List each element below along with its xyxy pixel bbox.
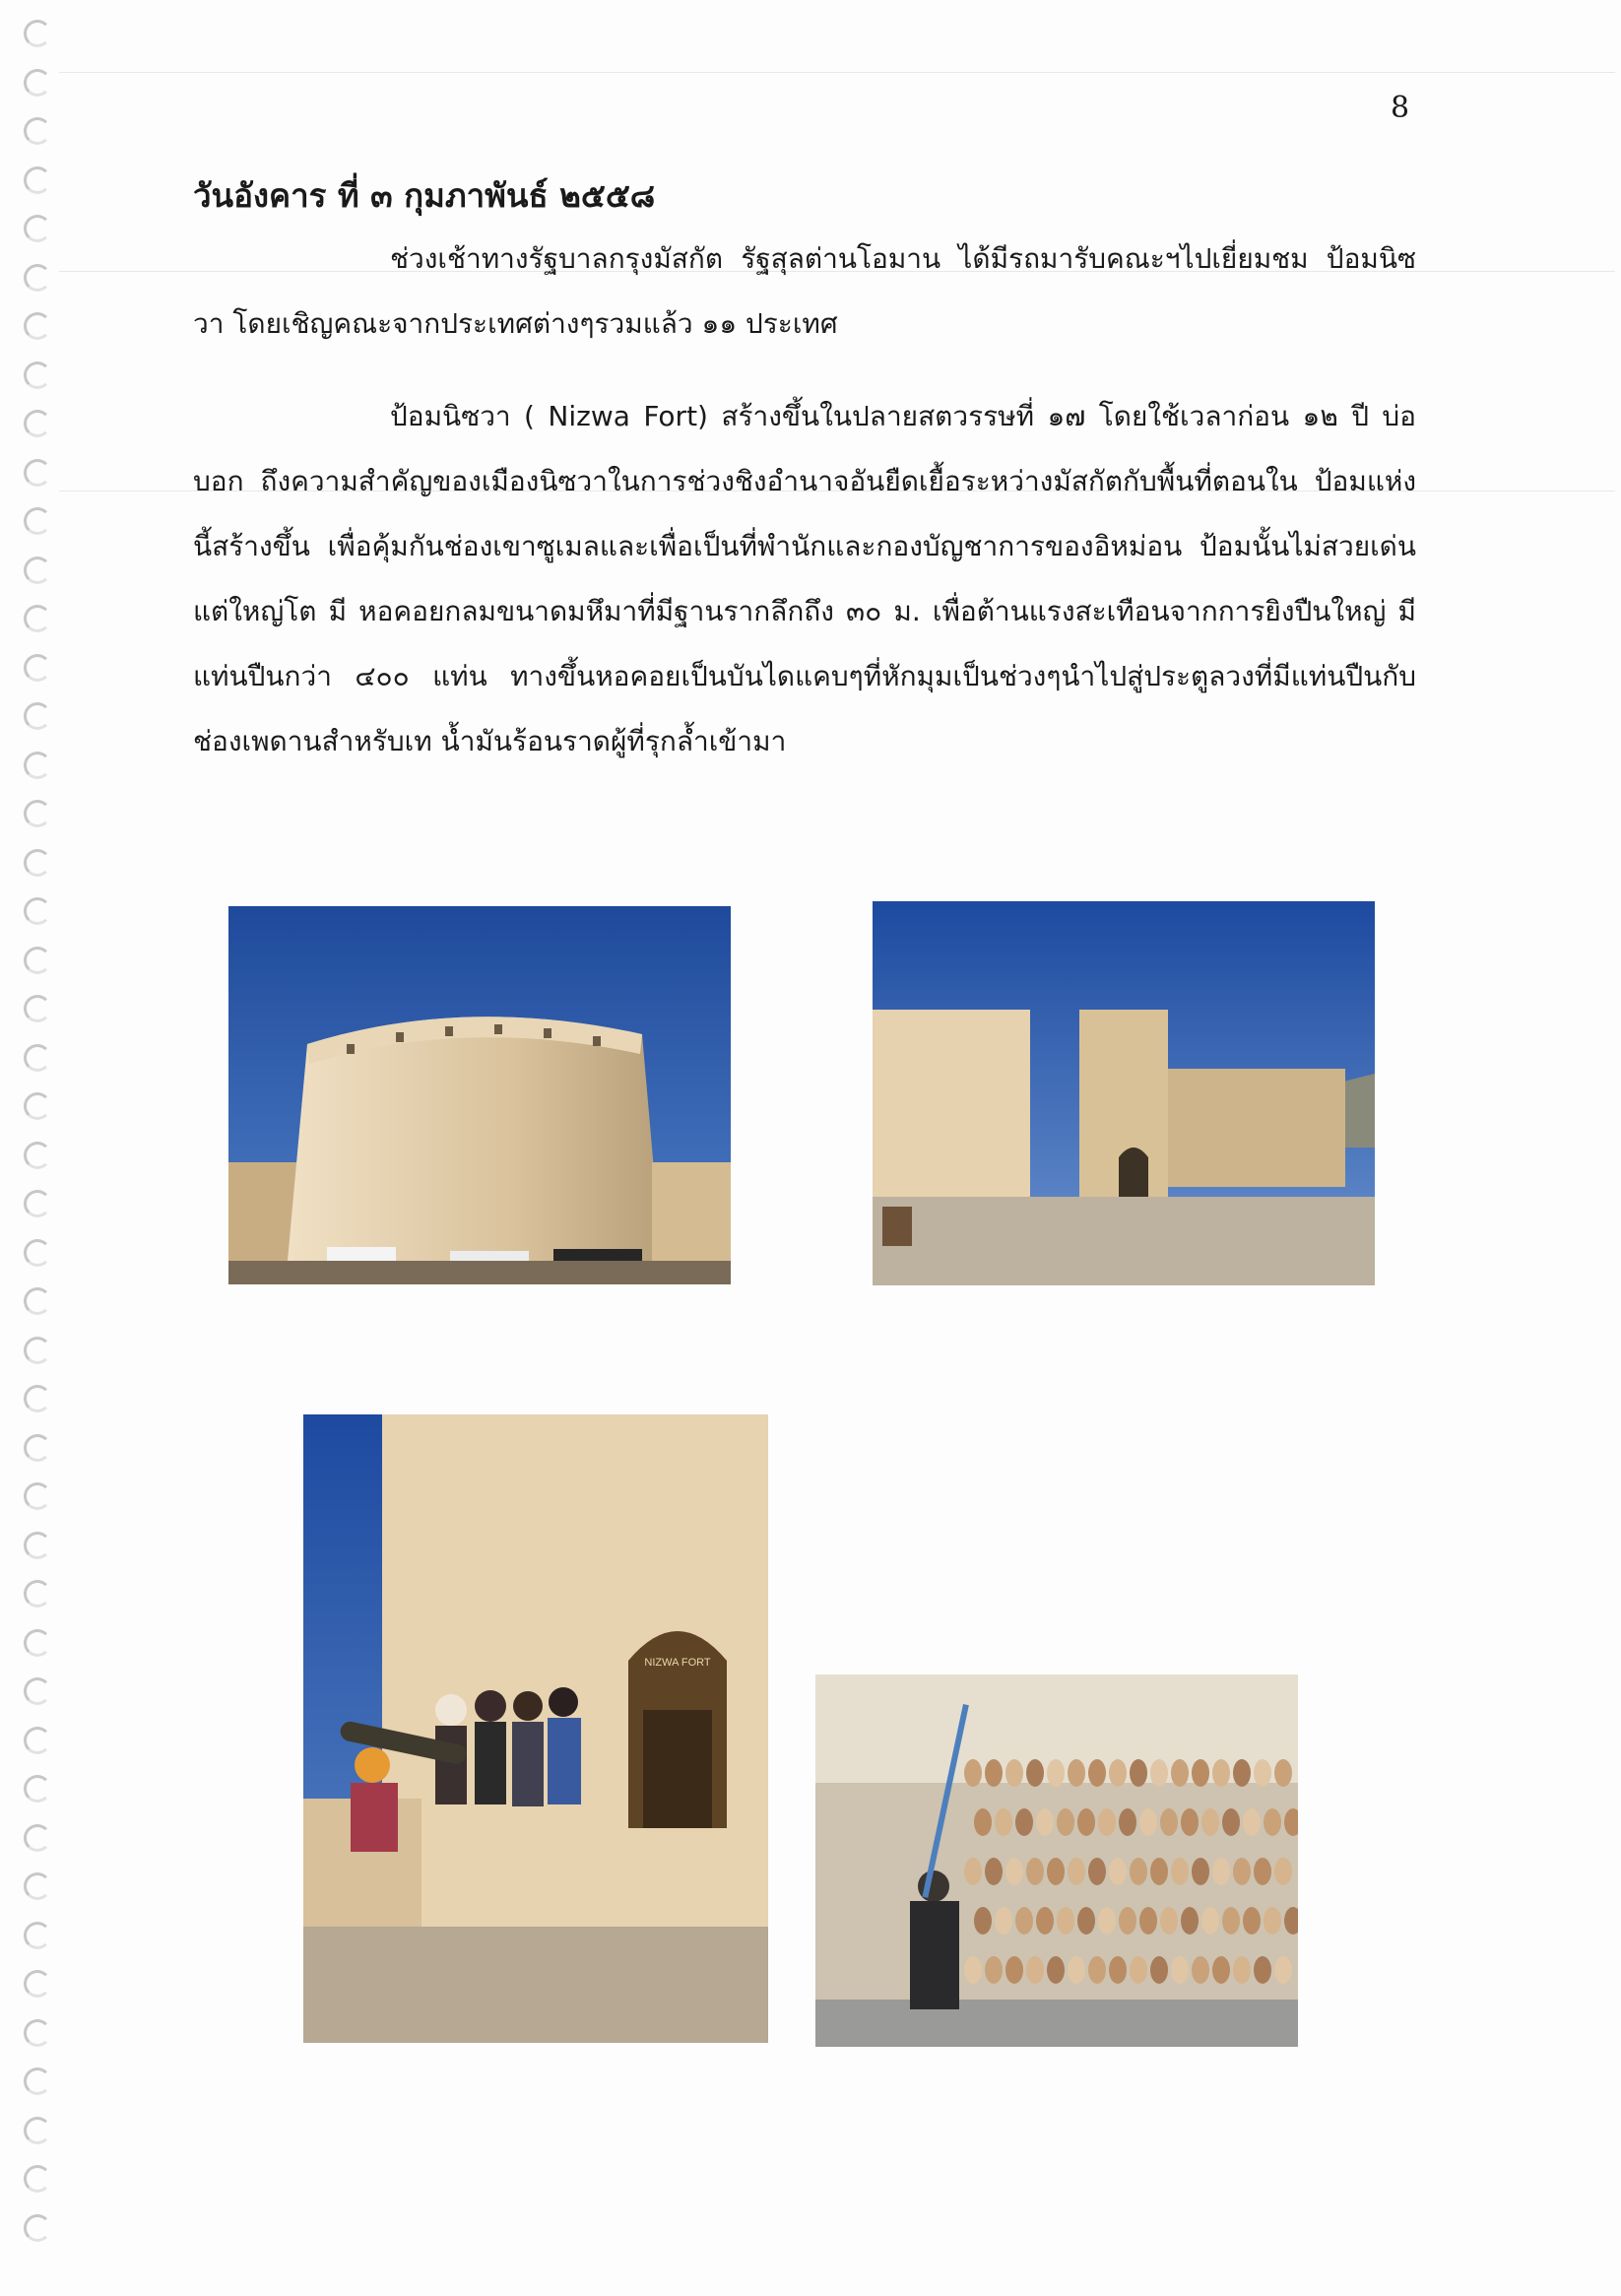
pottery-jar xyxy=(1088,1956,1106,1984)
pottery-jar xyxy=(1139,1808,1157,1836)
binding-ring xyxy=(24,702,51,730)
pottery-jar xyxy=(1036,1808,1054,1836)
binding-ring xyxy=(24,849,51,877)
binding-ring xyxy=(24,897,51,925)
pottery-jar xyxy=(1047,1858,1065,1885)
binding-ring xyxy=(24,1287,51,1315)
pottery-jar xyxy=(1026,1858,1044,1885)
binding-ring xyxy=(24,1677,51,1705)
paragraph-1 xyxy=(193,227,1416,357)
pottery-jar xyxy=(1233,1956,1251,1984)
binding-ring xyxy=(24,361,51,389)
photo-pottery-market xyxy=(815,1674,1298,2047)
pottery-jar xyxy=(1036,1907,1054,1935)
binding-ring xyxy=(24,1385,51,1412)
binding-ring xyxy=(24,752,51,779)
pottery-jar xyxy=(1243,1808,1261,1836)
fort-sign: NIZWA FORT xyxy=(644,1657,711,1669)
pottery-jar xyxy=(1068,1759,1085,1787)
pottery-jar xyxy=(1130,1858,1147,1885)
binding-ring xyxy=(24,654,51,682)
pottery-jar xyxy=(1264,1808,1281,1836)
pottery-jar xyxy=(1274,1759,1292,1787)
binding-ring xyxy=(24,1142,51,1169)
binding-ring xyxy=(24,20,51,47)
pottery-jar xyxy=(1233,1858,1251,1885)
pottery-jar xyxy=(1201,1808,1219,1836)
binding-ring xyxy=(24,1872,51,1900)
pottery-jar xyxy=(1264,1907,1281,1935)
binding-ring xyxy=(24,1629,51,1657)
pottery-jar xyxy=(1222,1808,1240,1836)
pottery-jar xyxy=(1047,1956,1065,1984)
pottery-jar xyxy=(1119,1808,1136,1836)
page-number: 8 xyxy=(1391,91,1410,125)
pottery-jar xyxy=(1150,1759,1168,1787)
binding-ring xyxy=(24,1532,51,1559)
binding-ring xyxy=(24,2019,51,2047)
pottery-jar xyxy=(1171,1759,1189,1787)
binding-ring xyxy=(24,1044,51,1072)
binding-ring xyxy=(24,1190,51,1217)
pottery-jar xyxy=(1068,1956,1085,1984)
binding-ring xyxy=(24,69,51,97)
binding-ring xyxy=(24,605,51,632)
pottery-jar xyxy=(1015,1907,1033,1935)
pottery-jar xyxy=(1057,1907,1074,1935)
pottery-jar xyxy=(1160,1907,1178,1935)
binding-ring xyxy=(24,1775,51,1803)
pottery-jar xyxy=(1192,1956,1209,1984)
pottery-jar xyxy=(1171,1956,1189,1984)
binding-ring xyxy=(24,2117,51,2144)
pottery-jar xyxy=(1181,1907,1199,1935)
paragraph-2-text: ป้อมนิซวา ( Nizwa Fort) สร้างขึ้นในปลายสตวรรษที่ ๑๗ โดยใช้เวลาก่อน ๑๒ ปี บ่อบอก ถึงความสำคัญของเมืองนิซวาในการช่วงชิงอำนาจอันยืดเยื้อระหว่างมัสกัตกับพื้นที่ตอนใน ป้อมแห่งนี้สร้างขึ้น เพื่อคุ้มกันช่องเขาซูเมลและเพื่อเป็นที่พำนักและกองบัญชาการของอิหม่อน ป้อมนั้นไม่สวยเด่นแต่ใหญ่โต มี หอคอยกลมขนาดมหึมาที่มีฐานรากลึกถึง ๓๐ ม. เพื่อต้านแรงสะเทือนจากการยิงปืนใหญ่ มีแท่นปืนกว่า ๔๐๐ แท่น ทางขึ้นหอคอยเป็นบันไดแคบๆที่หักมุมเป็นช่วงๆนำไปสู่ประตูลวงที่มีแท่นปืนกับช่องเพดานสำหรับเท น้ำมันร้อนราดผู้ที่รุกล้ำเข้ามา xyxy=(193,400,1416,757)
binding-ring xyxy=(24,312,51,340)
pottery-jar xyxy=(985,1956,1003,1984)
pottery-jar xyxy=(1192,1858,1209,1885)
pottery-jar xyxy=(1005,1759,1023,1787)
pottery-jar xyxy=(1047,1759,1065,1787)
binding-ring xyxy=(24,1482,51,1510)
pottery-jar xyxy=(1005,1858,1023,1885)
pottery-jar xyxy=(1243,1907,1261,1935)
binding-ring xyxy=(24,117,51,145)
binding-ring xyxy=(24,995,51,1022)
photo-fort-walls xyxy=(873,901,1375,1285)
binding-ring xyxy=(24,557,51,584)
binding-ring xyxy=(24,1727,51,1754)
pottery-jar xyxy=(1150,1858,1168,1885)
scan-line xyxy=(59,72,1615,73)
pottery-jar xyxy=(1160,1808,1178,1836)
pottery-jar xyxy=(1077,1808,1095,1836)
pottery-jar xyxy=(974,1808,992,1836)
pottery-jar xyxy=(1098,1907,1116,1935)
binding-ring xyxy=(24,264,51,292)
pottery-jar xyxy=(1088,1759,1106,1787)
pottery-jar xyxy=(1130,1759,1147,1787)
binding-ring xyxy=(24,947,51,974)
pottery-jar xyxy=(1077,1907,1095,1935)
pottery-jar xyxy=(1254,1956,1271,1984)
pottery-jar xyxy=(1233,1759,1251,1787)
paragraph-1-text: ช่วงเช้าทางรัฐบาลกรุงมัสกัต รัฐสุลต่านโอมาน ได้มีรถมารับคณะฯไปเยี่ยมชม ป้อมนิซวา โดยเชิญคณะจากประเทศต่างๆรวมแล้ว ๑๑ ประเทศ xyxy=(193,242,1416,340)
pottery-jar xyxy=(1274,1956,1292,1984)
binding-ring xyxy=(24,1337,51,1364)
pottery-jar xyxy=(1109,1759,1127,1787)
pottery-jar xyxy=(1181,1808,1199,1836)
pottery-jar xyxy=(995,1907,1012,1935)
binding-ring xyxy=(24,410,51,437)
pottery-jar xyxy=(964,1956,982,1984)
binding-ring xyxy=(24,459,51,487)
pottery-jar xyxy=(964,1858,982,1885)
photo-group-at-gate xyxy=(303,1414,768,2043)
binding-ring xyxy=(24,1970,51,1998)
pottery-jar xyxy=(1119,1907,1136,1935)
spiral-binding xyxy=(14,20,63,2275)
pottery-jar xyxy=(964,1759,982,1787)
pottery-jar xyxy=(1139,1907,1157,1935)
page-heading: วันอังคาร ที่ ๓ กุมภาพันธ์ ๒๕๕๘ xyxy=(193,176,656,215)
pottery-jar xyxy=(1130,1956,1147,1984)
binding-ring xyxy=(24,2214,51,2242)
binding-ring xyxy=(24,166,51,194)
paragraph-2 xyxy=(193,384,1416,774)
binding-ring xyxy=(24,2165,51,2193)
binding-ring xyxy=(24,1434,51,1462)
pottery-jar xyxy=(1068,1858,1085,1885)
pottery-jar xyxy=(1098,1808,1116,1836)
binding-ring xyxy=(24,1092,51,1120)
pottery-jar xyxy=(1212,1858,1230,1885)
pottery-jar xyxy=(1015,1808,1033,1836)
binding-ring xyxy=(24,2067,51,2095)
pottery-jar xyxy=(1212,1956,1230,1984)
pottery-jar xyxy=(1171,1858,1189,1885)
binding-ring xyxy=(24,1580,51,1607)
photo-round-tower xyxy=(228,906,731,1284)
pottery-jar xyxy=(1026,1956,1044,1984)
binding-ring xyxy=(24,1824,51,1852)
pottery-jar xyxy=(1254,1759,1271,1787)
pottery-jar xyxy=(1026,1759,1044,1787)
pottery-jar xyxy=(1005,1956,1023,1984)
pottery-jar xyxy=(1150,1956,1168,1984)
pottery-jar xyxy=(985,1759,1003,1787)
pottery-jar xyxy=(1057,1808,1074,1836)
pottery-jar xyxy=(995,1808,1012,1836)
binding-ring xyxy=(24,800,51,827)
pottery-jar xyxy=(1222,1907,1240,1935)
pottery-jar xyxy=(1254,1858,1271,1885)
pottery-jar xyxy=(985,1858,1003,1885)
pottery-jar xyxy=(1201,1907,1219,1935)
pottery-jar xyxy=(1274,1858,1292,1885)
binding-ring xyxy=(24,1239,51,1267)
pottery-jar xyxy=(974,1907,992,1935)
pottery-jar xyxy=(1109,1956,1127,1984)
pottery-jar xyxy=(1212,1759,1230,1787)
binding-ring xyxy=(24,215,51,242)
pottery-jar xyxy=(1192,1759,1209,1787)
binding-ring xyxy=(24,507,51,535)
binding-ring xyxy=(24,1922,51,1949)
pottery-jar xyxy=(1088,1858,1106,1885)
pottery-jar xyxy=(1109,1858,1127,1885)
